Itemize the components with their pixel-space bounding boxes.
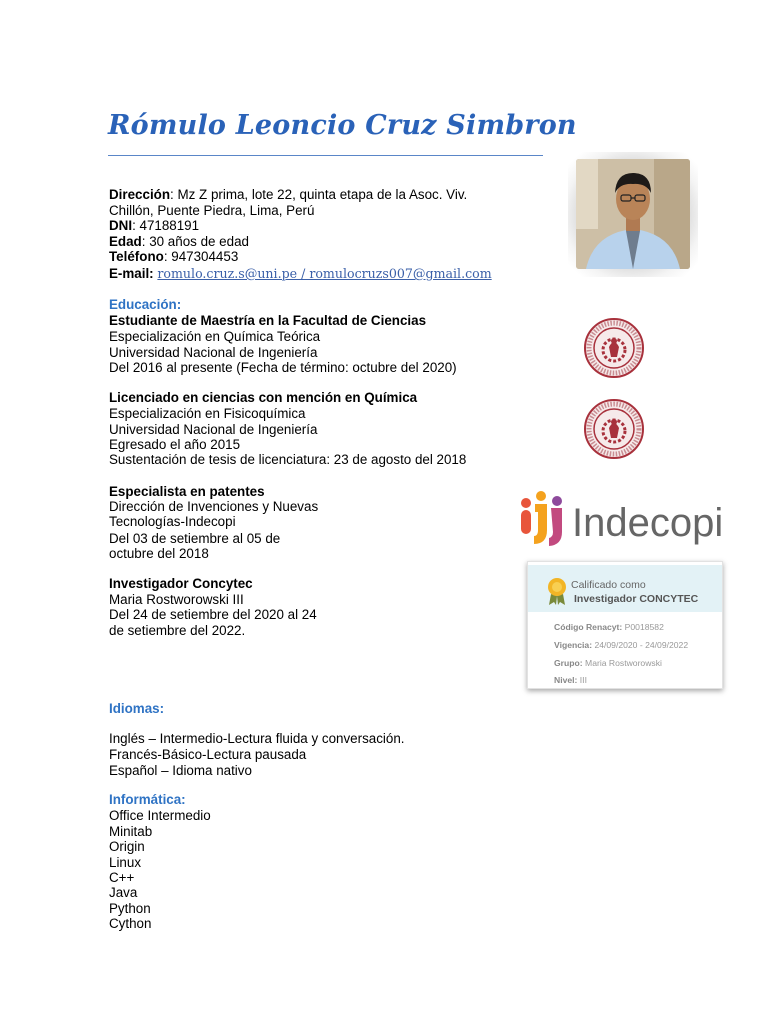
uni-seal-logo: [583, 398, 645, 460]
education-entry-line: Del 24 de setiembre del 2020 al 24: [109, 607, 317, 622]
title-underline: [108, 155, 543, 156]
concytec-card-row: Grupo: Maria Rostworowski: [554, 658, 662, 668]
phone-label: Teléfono: [109, 249, 164, 264]
dni-value: : 47188191: [132, 218, 200, 233]
uni-seal-logo: [583, 317, 645, 379]
computing-heading: Informática:: [109, 792, 186, 807]
education-entry-line: Especialización en Fisicoquímica: [109, 406, 306, 421]
age-value: : 30 años de edad: [141, 234, 249, 249]
indecopi-logo: [517, 490, 722, 550]
education-entry-line: Universidad Nacional de Ingeniería: [109, 422, 318, 437]
education-entry-line: Dirección de Invenciones y Nuevas: [109, 499, 319, 514]
age-line: [109, 234, 249, 249]
computing-item: Linux: [109, 855, 142, 870]
education-entry-line: Del 2016 al presente (Fecha de término: octubre del 2020): [109, 360, 457, 375]
computing-item: Cython: [109, 916, 152, 931]
education-entry-line: Del 03 de setiembre al 05 de: [109, 531, 281, 546]
education-heading: Educación:: [109, 297, 182, 312]
concytec-card-line1: Calificado como: [571, 579, 646, 591]
language-item: Francés-Básico-Lectura pausada: [109, 747, 307, 762]
education-entry-line: Maria Rostworowski III: [109, 592, 244, 607]
person-name: Rómulo Leoncio Cruz Simbron: [108, 110, 577, 141]
medal-icon: [546, 576, 568, 606]
education-entry-title: Especialista en patentes: [109, 484, 265, 499]
concytec-card-header: [528, 565, 722, 612]
concytec-card-row: Código Renacyt: P0018582: [554, 622, 664, 632]
education-entry-line: de setiembre del 2022.: [109, 623, 246, 638]
concytec-card-row: Nivel: III: [554, 675, 587, 685]
phone-line: [109, 249, 238, 264]
address-line-1: [109, 187, 467, 202]
education-entry-line: octubre del 2018: [109, 546, 209, 561]
dni-label: DNI: [109, 218, 133, 233]
education-entry-line: Tecnologías-Indecopi: [109, 514, 236, 529]
email-link[interactable]: romulo.cruz.s@uni.pe / romulocruzs007@gmail.com: [157, 266, 492, 281]
languages-heading: Idiomas:: [109, 701, 165, 716]
education-entry-title: Licenciado en ciencias con mención en Química: [109, 390, 418, 405]
education-entry-title: Estudiante de Maestría en la Facultad de Ciencias: [109, 313, 427, 328]
dni-line: [109, 218, 199, 233]
education-entry-line: Universidad Nacional de Ingeniería: [109, 345, 318, 360]
language-item: Español – Idioma nativo: [109, 763, 252, 778]
computing-item: Python: [109, 901, 151, 916]
education-entry-line: Egresado el año 2015: [109, 437, 241, 452]
concytec-card-line2: Investigador CONCYTEC: [574, 593, 699, 605]
language-item: Inglés – Intermedio-Lectura fluida y conversación.: [109, 731, 405, 746]
concytec-card: [527, 561, 723, 689]
profile-photo-frame: [568, 152, 698, 277]
education-entry-line: Especialización en Química Teórica: [109, 329, 321, 344]
computing-item: Java: [109, 885, 138, 900]
email-label: E-mail:: [109, 266, 154, 281]
address-line-2: Chillón, Puente Piedra, Lima, Perú: [109, 203, 315, 218]
address-label: Dirección: [109, 187, 171, 202]
computing-item: Origin: [109, 839, 145, 854]
computing-item: Office Intermedio: [109, 808, 211, 823]
address-value: : Mz Z prima, lote 22, quinta etapa de la Asoc. Viv.: [170, 187, 468, 202]
education-entry-line: Sustentación de tesis de licenciatura: 23 de agosto del 2018: [109, 452, 467, 467]
profile-photo: [576, 159, 690, 269]
computing-item: Minitab: [109, 824, 153, 839]
age-label: Edad: [109, 234, 142, 249]
phone-value: : 947304453: [163, 249, 239, 264]
email-line: [109, 266, 492, 281]
education-entry-title: Investigador Concytec: [109, 576, 253, 591]
indecopi-logo-text: Indecopi: [572, 501, 722, 545]
concytec-card-row: Vigencia: 24/09/2020 - 24/09/2022: [554, 640, 689, 650]
computing-item: C++: [109, 870, 135, 885]
